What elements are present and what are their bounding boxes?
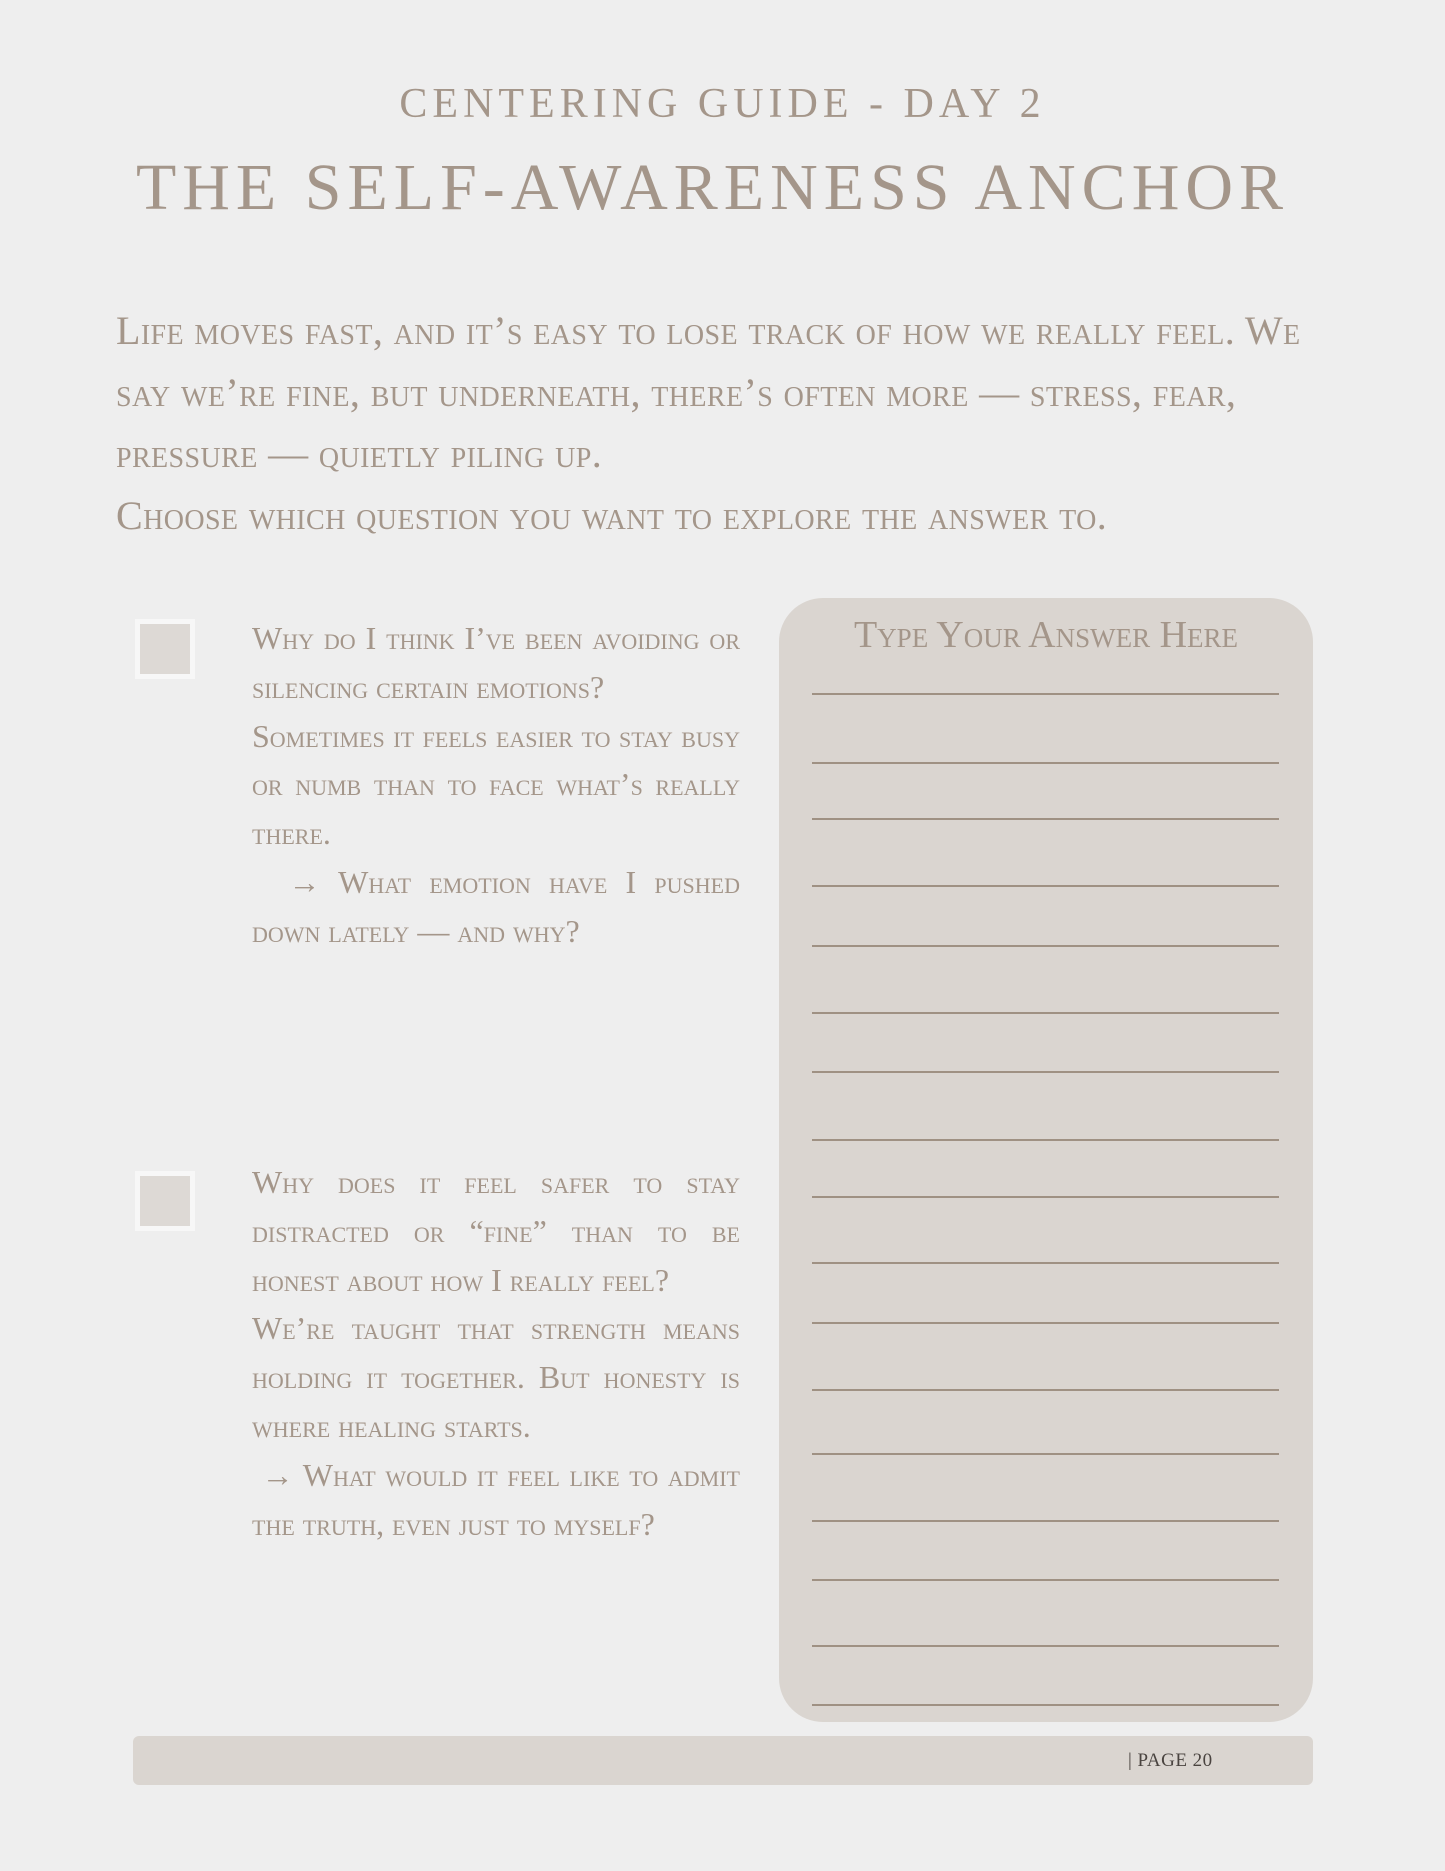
intro-instruction: Choose which question you want to explore the answer to. — [116, 492, 1108, 538]
answer-rule-line — [812, 1389, 1279, 1391]
answer-rule-line — [812, 1579, 1279, 1581]
page-title: THE SELF-AWARENESS ANCHOR — [135, 151, 1290, 224]
answer-rule-line — [812, 1322, 1279, 1324]
intro-text — [116, 300, 1336, 546]
answer-rule-line — [812, 762, 1279, 764]
question-1-block — [252, 614, 740, 956]
question-1-prompt: → What emotion have I pushed down lately — and why? — [252, 863, 740, 949]
answer-rule-line — [812, 1453, 1279, 1455]
question-1-text: Why do I think I’ve been avoiding or silencing certain emotions? — [252, 620, 740, 705]
answer-rule-line — [812, 1520, 1279, 1522]
answer-rule-line — [812, 693, 1279, 695]
question-2-prompt: → What would it feel like to admit the truth, even just to myself? — [252, 1456, 740, 1542]
answer-field-label: Type Your Answer Here — [853, 614, 1239, 656]
answer-rule-line — [812, 1071, 1279, 1073]
answer-rule-line — [812, 1139, 1279, 1141]
answer-rule-line — [812, 818, 1279, 820]
question-2-explanation: We’re taught that strength means holding it together. But honesty is where healing starts. — [252, 1310, 740, 1444]
question-2-text: Why does it feel safer to stay distracted or “fine” than to be honest about how I really feel? — [252, 1164, 740, 1298]
page-number: | PAGE 20 — [1128, 1750, 1213, 1771]
answer-rule-line — [812, 1012, 1279, 1014]
intro-paragraph: Life moves fast, and it’s easy to lose track of how we really feel. We say we’re fine, but underneath, there’s often more — stress, fear, pressure — quietly piling up. — [116, 308, 1301, 476]
answer-rule-line — [812, 885, 1279, 887]
answer-rule-line — [812, 1645, 1279, 1647]
question-1-checkbox[interactable] — [135, 619, 195, 679]
answer-rule-line — [812, 945, 1279, 947]
guide-subtitle: CENTERING GUIDE - DAY 2 — [399, 81, 1046, 127]
answer-rule-line — [812, 1196, 1279, 1198]
question-2-block — [252, 1158, 740, 1548]
question-1-explanation: Sometimes it feels easier to stay busy or numb than to face what’s really there. — [252, 717, 740, 852]
answer-rule-line — [812, 1262, 1279, 1264]
question-2-checkbox[interactable] — [135, 1171, 195, 1231]
answer-rule-line — [812, 1704, 1279, 1706]
answer-field[interactable] — [779, 598, 1313, 1722]
